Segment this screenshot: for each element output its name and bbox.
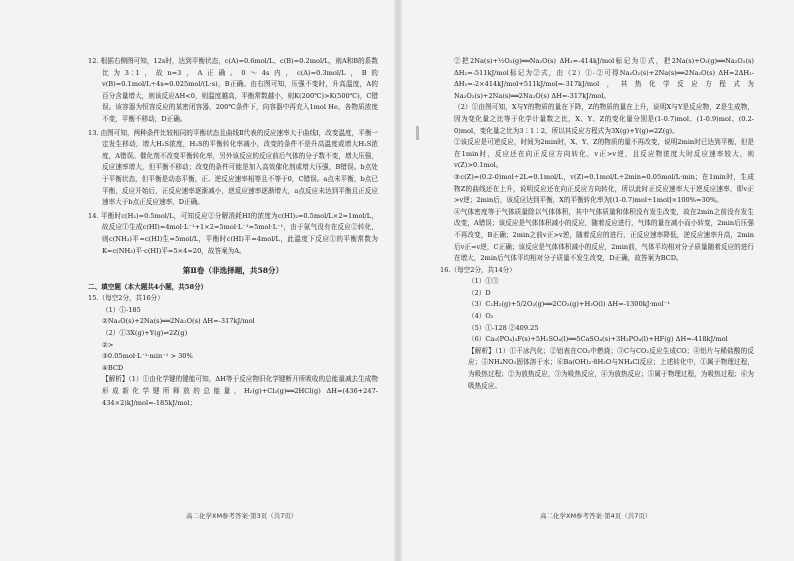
left-page-column	[88, 56, 378, 409]
q15-answer-5: ③0.05mol·L⁻¹·min⁻¹ > 30%	[102, 352, 193, 361]
answer-continued-5: ④气体密度等于气体质量除以气体体积，其中气体质量和体积没有发生改变，故在2min之前没有发生改变，A错误；该反应是气体体积减小的反应，随着反应进行，气体的量在减小而小转变，2min后压强不再改变，B正确；2min之前v正>v逆，随着反应的进行，正反应速率降低，逆反应速率升高，2min后v正=v逆，C正确；该反应是气体体积减小的反应，2min前，气体平均相对分子质量随着反应的进行在增大，2min后气体平均相对分子质量不发生改变，D正确，故答案为BCD。	[454, 207, 754, 263]
q16-answer-1: （1）①③	[468, 277, 499, 286]
answer-q13: 13. 由图可知，两种条件比较相同的平衡状态且曲线Ⅱ代表的反应速率大于曲线Ⅰ，改变温度，平衡一定发生移动，增大H₂S浓度，H₂S的平衡转化率减小，改变的条件不是升高温度或增大H₂S浓度，A错误。催化剂不改变平衡转化率，另外该反应的反应前后气体的分子数不变，增大压强，反应速率增大，但平衡不移动；改变的条件可能是加入高效催化剂或增大压强，B错误。b点处于平衡状态，但平衡是动态平衡，正、逆反应速率相等且不等于0，C错误。a点未平衡，b点已平衡，反应开始后，正反应速率逐渐减小，逆反应速率逐渐增大，a点反应未达到平衡且正反应速率大于b点正反应速率，D正确。	[88, 128, 379, 207]
q15-explanation: 【解析】（1）①由化学键的键能可知，ΔH等于反应物旧化学键断开所吸收的总能量减去生成物形成新化学键所释放的总能量，H₂(g)+Cl₂(g)══2HCl(g) ΔH=(436+247-434×2)kJ/mol=-185kJ/mol；	[102, 375, 378, 407]
q15-heading: 15.（每空2分，共16分）	[88, 294, 164, 303]
section-title: 第Ⅱ卷（非选择题，共58分）	[182, 266, 284, 276]
q15-answer-3: （2）①3X(g)+Y(g)⇌2Z(g)	[102, 329, 188, 338]
answer-continued-1: ②把2Na(s)+½O₂(g)══Na₂O(s) ΔH₁=-414kJ/mol标记为①式，把2Na(s)+O₂(g)══Na₂O₂(s) ΔH₂=-511kJ/mol标记为②式，由（2）①-②可得Na₂O₂(s)+2Na(s)══2Na₂O(s) ΔH=2ΔH₁-ΔH₂=-2×414kJ/mol+511kJ/mol=-317kJ/mol，其热化学反应方程式为Na₂O₂(s)+2Na(s)══2Na₂O(s) ΔH=-317kJ/mol。	[454, 57, 754, 100]
q16-answer-4: （4）O₂	[468, 312, 494, 321]
part-heading: 二、填空题（本大题共4小题，共58分）	[88, 282, 208, 291]
page-fold	[394, 0, 402, 561]
right-page-footer: 高二化学XM参考答案·第4页（共7页）	[540, 512, 652, 520]
q16-answer-3: （3）C₂H₂(g)+5/2O₂(g)══2CO₂(g)+H₂O(l) ΔH=-1300kJ·mol⁻¹	[468, 300, 670, 309]
q15-answer-4: ②>	[102, 340, 114, 349]
q15-answer-1: （1）①-185	[102, 305, 141, 314]
answer-continued-4: ③c(Z)=(0.2-0)mol÷2L=0.1mol/L，v(Z)=0.1mol/L÷2min=0.05mol/L·min；在1min时，生成物Z的曲线还在上升，说明反应还在向正反应方向转化，所以此时正反应速率大于逆反应速率，即v正>v逆；2min后，该反应达到平衡，X的平衡转化率为[(1-0.7)mol÷1mol]×100%=30%。	[454, 172, 754, 205]
answer-continued-2: （2）①由图可知，X与Y的物质的量在下降，Z的物质的量在上升，说明X与Y是反应物，Z是生成物，因为变化量之比等于化学计量数之比，X、Y、Z的变化量分别是(1-0.7)mol、(1-0.9)mol、(0.2-0)mol，变化量之比为3∶1∶2，所以其反应方程式为3X(g)+Y(g)⇌2Z(g)。	[454, 103, 754, 135]
left-page-footer: 高二化学XM参考答案·第3页（共7页）	[186, 512, 298, 520]
q16-answer-2: （2）D	[468, 288, 491, 297]
right-page-column	[440, 56, 754, 392]
answer-continued-3: ②该反应是可逆反应，时间为2min时，X、Y、Z的物质的量不再改变，说明2min时已达到平衡，但是在1min时，反应还在向正反应方向转化，v正>v逆，且反应物浓度大时反应速率较大，则v(Z)>0.1mol。	[454, 138, 754, 170]
answer-q12: 12. 根据右侧图可知，12s时，达到平衡状态，c(A)=0.6mol/L、c(B)=0.2mol/L，则A和B的系数比为3∶1，故n=3，A正确。0～4s内，c(A)=0.3mol/L，B的 v(B)=0.1mol/L÷4s=0.025mol/(L·s)，B正确。由右图可知，压强不变时，升高温度，A的百分含量增大，则该反应ΔH<0，则温度越高，平衡常数越小，则K(200℃)>K(500℃)，C错误。该容器为恒容反应的某密闭容器，200℃条件下，向容器中再充入1mol He，各物质浓度不变，平衡不移动，D正确。	[88, 57, 378, 123]
q16-answer-6: （6）Ca₅(PO₄)₃F(s)+5H₂SO₄(l)══5CaSO₄(s)+3H₃PO₄(l)+HF(g) ΔH=-418kJ/mol	[468, 335, 728, 344]
scan-mark	[416, 126, 419, 140]
q16-answer-5: （5）①-128 ②409.25	[468, 323, 539, 332]
q15-answer-6: ④BCD	[102, 363, 124, 372]
q16-heading: 16.（每空2分，共14分）	[440, 265, 516, 274]
q15-answer-2: ②Na₂O(s)+2Na(s)══2Na₂O(s) ΔH=-317kJ/mol	[102, 317, 255, 326]
q16-explanation: 【解析】（1）①干冰汽化；②铝表在CO₂中燃烧；③C与CO₂反应生成CO；④铝片与稀盐酸的反应；⑤NH₄NO₃固体溶于水；⑥Ba(OH)₂·8H₂O与NH₄Cl反应；上述转化中，①属于物理过程，为吸热过程；②为放热反应，③为吸热反应，④为放热反应；⑤属于物理过程，为吸热过程；⑥为吸热反应。	[468, 346, 754, 390]
answer-q14: 14. 平衡时c(H₂)=0.5mol/L，可知反应②分解消耗HI的浓度为c(HI)₂=0.5mol/L×2=1mol/L，故反应①生成c(HI)=4mol·L⁻¹+1×2=5mol·L⁻¹=5mol·L⁻¹，由于氨气没有在反应②转化，则c(NH₃)平=c(HI)生=5mol/L，平衡时c(HI)平=4mol/L，此温度下反应①的平衡常数为K=c(NH₃)平·c(HI)平=5×4=20，故答案为A。	[88, 211, 378, 255]
